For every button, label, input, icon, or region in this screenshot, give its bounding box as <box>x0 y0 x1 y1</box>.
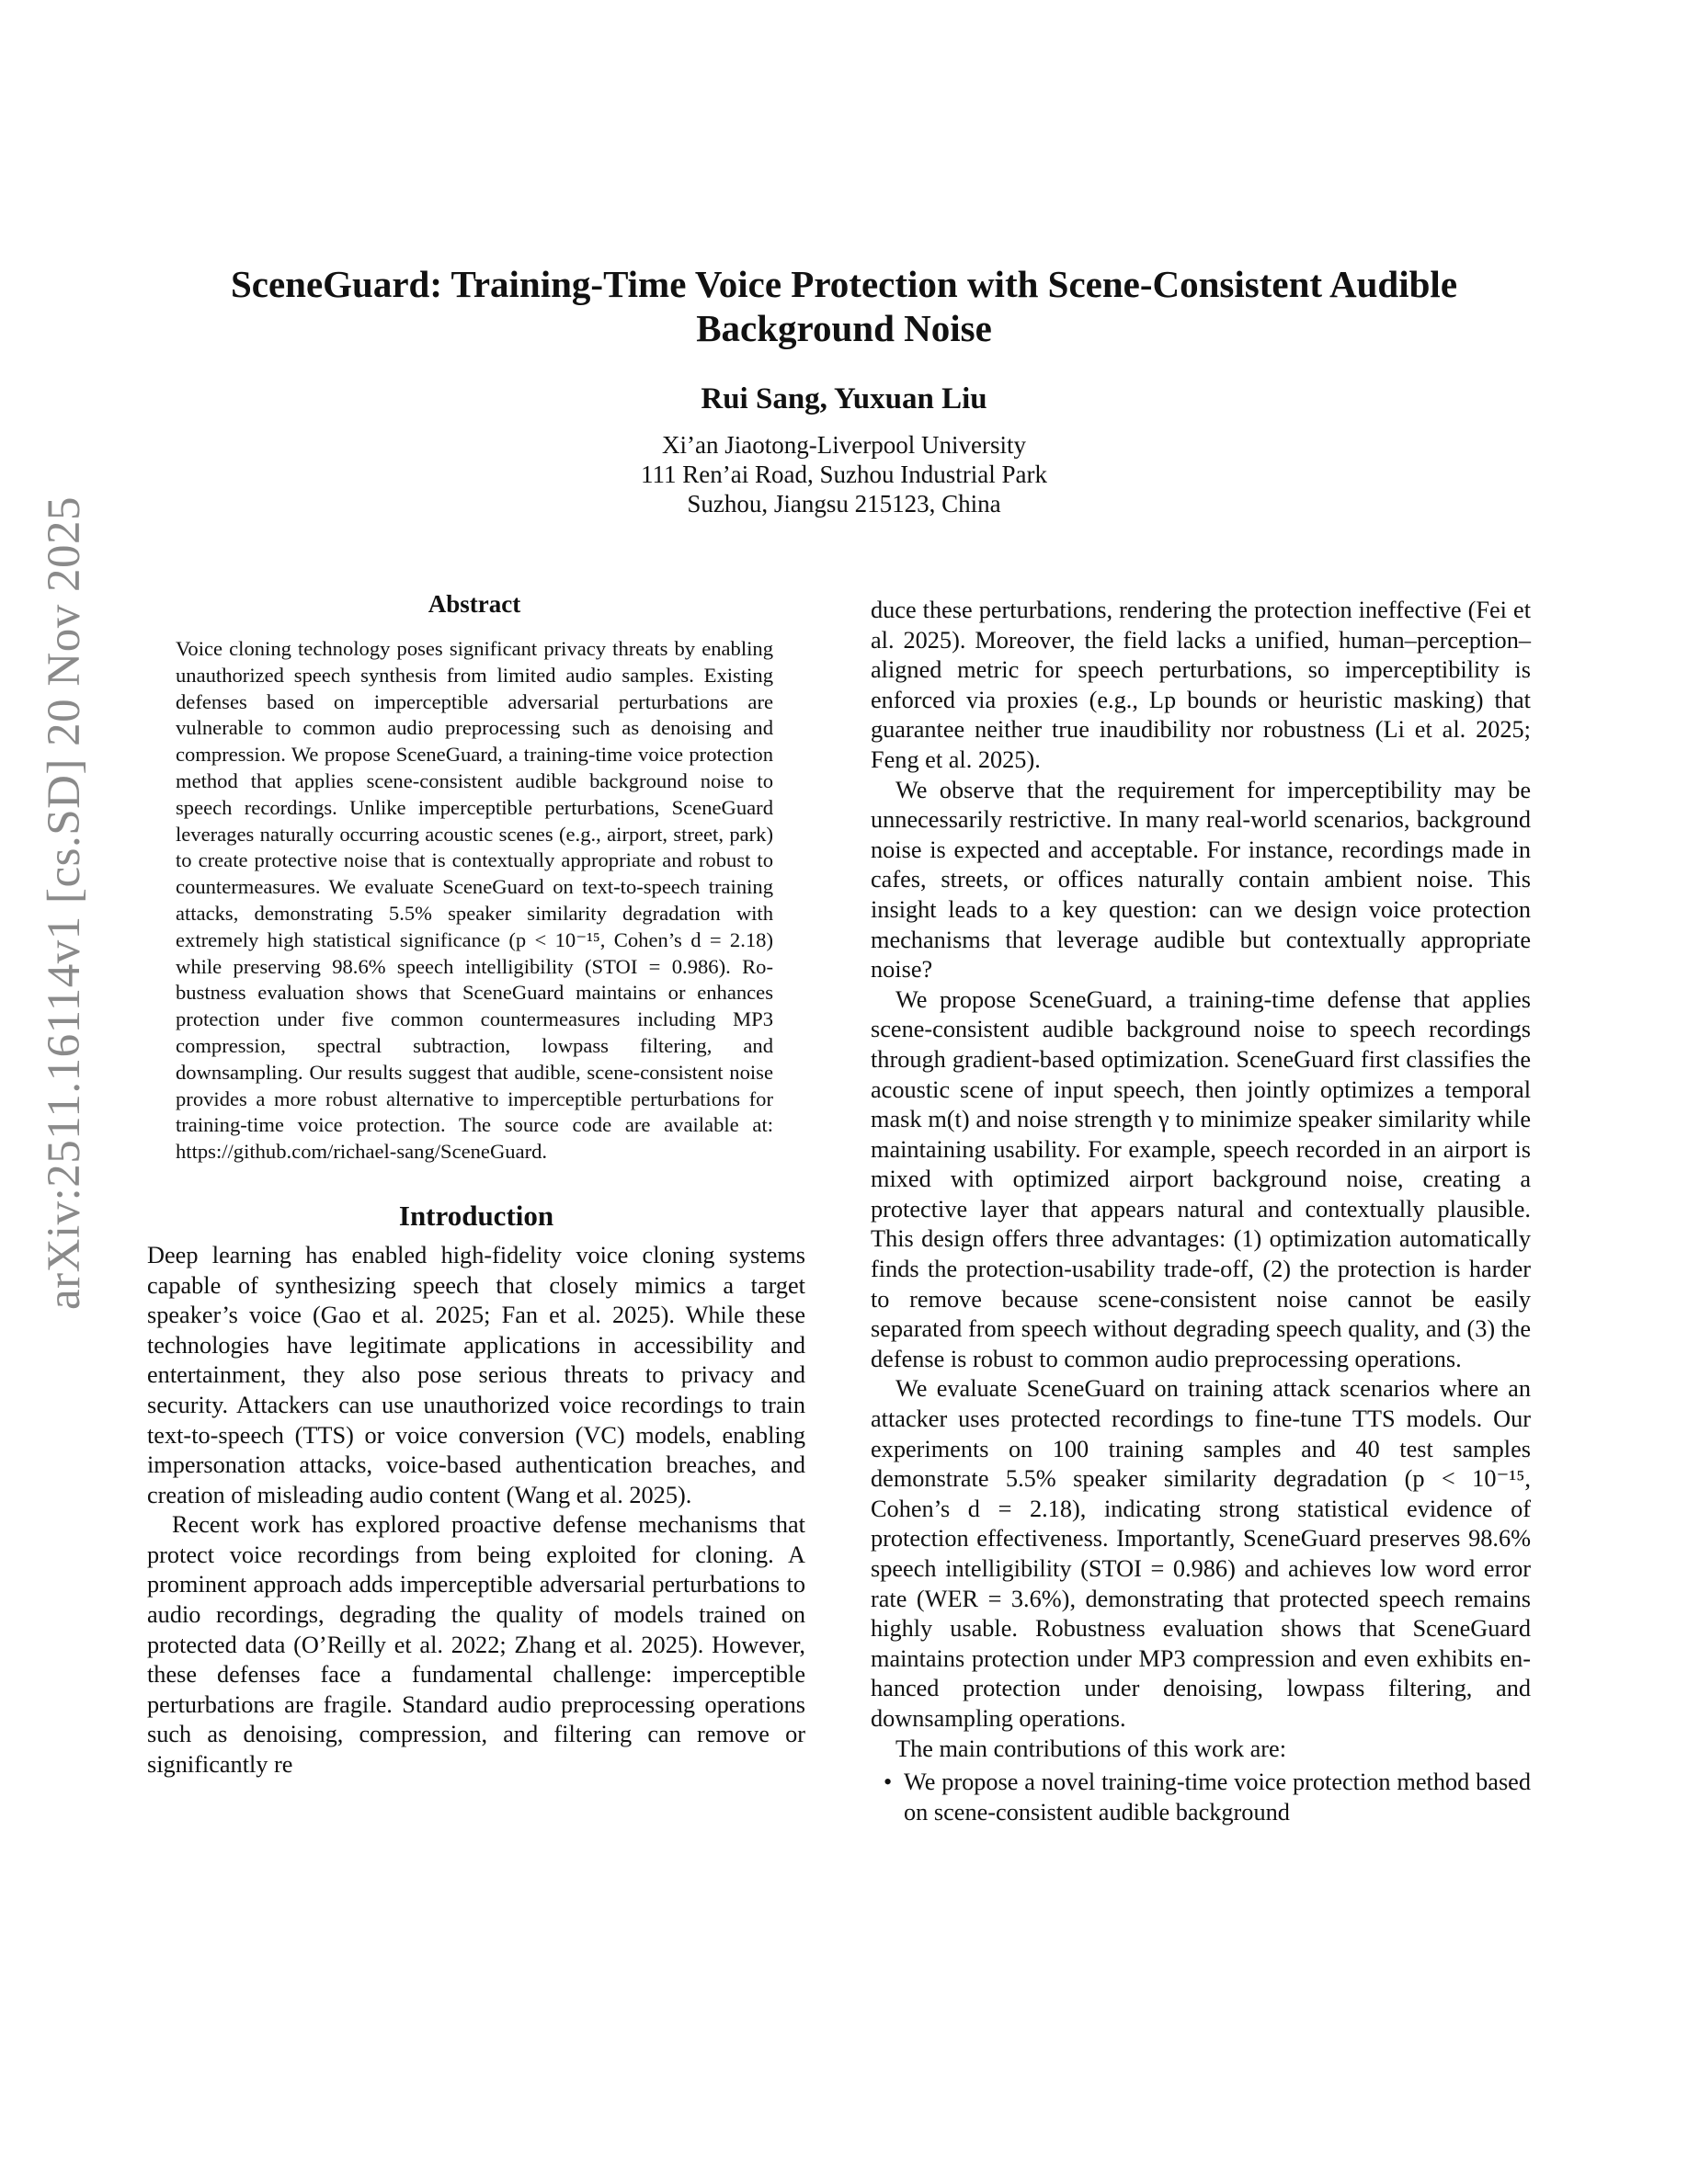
abstract-section <box>176 588 773 1166</box>
intro-paragraph: We evaluate SceneGuard on training attack scenarios where an attacker uses protected recordings to fine-tune TTS models. Our experiments on 100 training samples and 40 test samples demonstrate 5.5% speaker similarity degradation (p < 10⁻¹⁵, Cohen’s d = 2.18), indicating strong statistical evidence of protection effectiveness. Importantly, SceneGuard preserves 98.6% speech intelligibility (STOI = 0.986) and achieves low word error rate (WER = 3.6%), demonstrating that protected speech remains highly usable. Robustness evaluation shows that SceneGuard maintains protection under MP3 compression and even exhibits enhanced protection under denoising, lowpass filtering, and downsampling operations. <box>871 1375 1531 1732</box>
intro-paragraph: Deep learning has enabled high-fidelity voice cloning systems capable of synthesizing speech that closely mimics a target speaker’s voice (Gao et al. 2025; Fan et al. 2025). While these technologies have legitimate applications in accessibility and entertainment, they also pose serious threats to privacy and security. Attackers can use unauthorized voice recordings to train text-to-speech (TTS) or voice conversion (VC) models, enabling impersonation attacks, voice-based authentication breaches, and creation of misleading audio content (Wang et al. 2025). <box>147 1241 805 1508</box>
right-column <box>871 596 1531 1827</box>
affiliation-line: Xi’an Jiaotong-Liverpool University <box>662 431 1026 459</box>
abstract-text: Voice cloning technology poses significant privacy threats by enabling unauthorized speech synthesis from limited audio samples. Existing defenses based on imperceptible adversarial perturbations are vulnerable to common audio preprocessing such as denoising and compression. We propose SceneGuard, a training-time voice protection method that applies scene-consistent audible background noise to speech recordings. Unlike imperceptible perturbations, SceneGuard leverages naturally occurring acoustic scenes (e.g., airport, street, park) to create protective noise that is contextually appropriate and robust to countermeasures. We evaluate SceneGuard on text-to-speech training attacks, demonstrating 5.5% speaker similarity degradation with extremely high statistical significance (p < 10⁻¹⁵, Cohen’s d = 2.18) while preserving 98.6% speech intelligibility (STOI = 0.986). Robustness evaluation shows that SceneGuard maintains or enhances protection under five common countermeasures including MP3 compression, spectral subtraction, lowpass filtering, and downsampling. Our results suggest that audible, scene-consistent noise provides a more robust alternative to imperceptible perturbations for training-time voice protection. The source code are available at: https://github.com/richael-sang/SceneGuard. <box>176 637 773 1164</box>
contributions-lead: The main contributions of this work are: <box>895 1735 1287 1762</box>
left-column <box>147 588 805 1780</box>
affiliation <box>138 430 1550 518</box>
title-line: Background Noise <box>696 307 992 349</box>
title-line: SceneGuard: Training-Time Voice Protection with Scene-Consistent Audible <box>230 263 1458 305</box>
contribution-text: We propose a novel training-time voice protection method based on scene-consistent audible background <box>904 1769 1531 1826</box>
intro-paragraph: We observe that the requirement for imperceptibility may be unnecessarily restrictive. In many real-world scenarios, background noise is expected and acceptable. For instance, recordings made in cafes, streets, or offices naturally contain ambient noise. This insight leads to a key question: can we design voice protection mechanisms that leverage audible but contextually appropriate noise? <box>871 776 1531 984</box>
intro-paragraph: duce these perturbations, rendering the protection ineffective (Fei et al. 2025). Moreover, the field lacks a unified, human–perception–aligned metric for speech perturbations, so imperceptibility is enforced via proxies (e.g., Lp bounds or heuristic masking) that guarantee neither true inaudibility nor robustness (Li et al. 2025; Feng et al. 2025). <box>871 597 1531 773</box>
affiliation-line: Suzhou, Jiangsu 215123, China <box>687 490 1001 518</box>
bullet-icon: • <box>884 1769 893 1796</box>
arxiv-identifier: arXiv:2511.16114v1 [cs.SD] 20 Nov 2025 <box>39 496 90 1310</box>
abstract-heading: Abstract <box>428 590 521 618</box>
intro-paragraph: Recent work has explored proactive defense mechanisms that protect voice recordings from being exploited for cloning. A prominent approach adds imperceptible adversarial perturbations to audio recordings, degrading the quality of models trained on protected data (O’Reilly et al. 2022; Zhang et al. 2025). However, these defenses face a fundamental challenge: imperceptible perturbations are fragile. Standard audio preprocessing operations such as denoising, compression, and filtering can remove or significantly re <box>147 1511 805 1779</box>
introduction-heading: Introduction <box>398 1199 554 1232</box>
contributions-list <box>871 1768 1531 1827</box>
paper-title <box>138 262 1550 350</box>
author-list: Rui Sang, Yuxuan Liu <box>701 382 987 415</box>
affiliation-line: 111 Ren’ai Road, Suzhou Industrial Park <box>641 461 1047 488</box>
intro-paragraph: We propose SceneGuard, a training-time defense that applies scene-consistent audible background noise to speech recordings through gradient-based optimization. SceneGuard first classifies the acoustic scene of input speech, then jointly optimizes a temporal mask m(t) and noise strength γ to minimize speaker similarity while maintaining usability. For example, speech recorded in an airport is mixed with optimized airport background noise, creating a protective layer that appears natural and contextually plausible. This design offers three advantages: (1) optimization automatically finds the protection-usability trade-off, (2) the protection is harder to remove because scene-consistent noise cannot be easily separated from speech without degrading speech quality, and (3) the defense is robust to common audio preprocessing operations. <box>871 985 1531 1372</box>
contribution-item <box>871 1768 1531 1827</box>
